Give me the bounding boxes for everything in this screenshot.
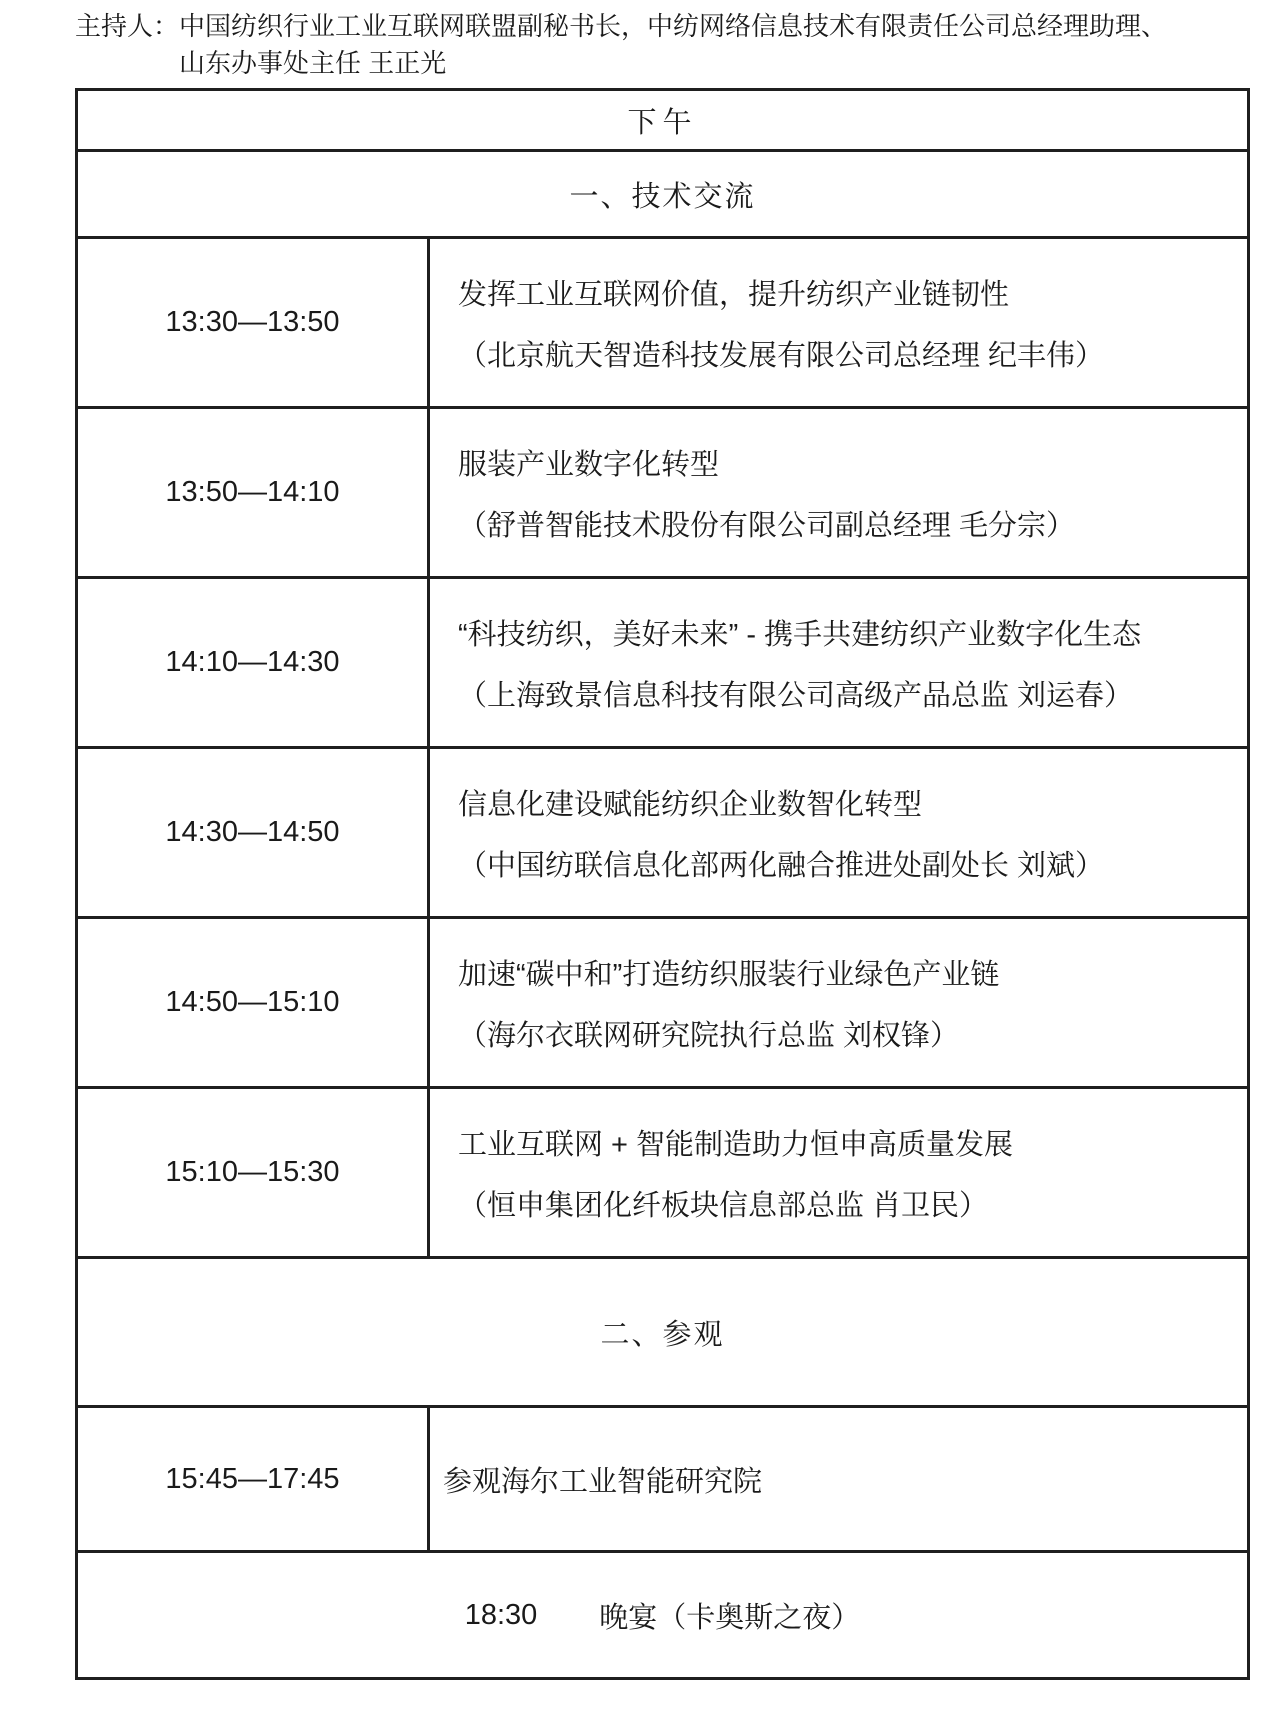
section-header-visit: 二、参观 <box>77 1258 1249 1407</box>
session-time: 13:30—13:50 <box>77 238 429 408</box>
session-title: “科技纺织，美好未来” - 携手共建纺织产业数字化生态 <box>458 618 1142 651</box>
agenda-table <box>75 88 1250 1680</box>
session-title: 工业互联网 + 智能制造助力恒申高质量发展 <box>458 1128 1014 1161</box>
session-title: 发挥工业互联网价值，提升纺织产业链韧性 <box>458 278 1010 311</box>
session-title: 服装产业数字化转型 <box>458 448 720 481</box>
session-content <box>429 238 1249 408</box>
section-header-tech-exchange: 一、技术交流 <box>77 151 1249 238</box>
session-speaker: （上海致景信息科技有限公司高级产品总监 刘运春） <box>458 679 1134 712</box>
banquet-time: 18:30 <box>464 1598 538 1631</box>
host-paragraph <box>75 8 1280 82</box>
session-speaker: （北京航天智造科技发展有限公司总经理 纪丰伟） <box>458 339 1105 372</box>
host-line-1: 中国纺织行业工业互联网联盟副秘书长，中纺网络信息技术有限责任公司总经理助理、 <box>179 11 1168 41</box>
session-row <box>77 918 1249 1088</box>
session-row <box>77 748 1249 918</box>
session-time: 15:10—15:30 <box>77 1088 429 1258</box>
section-header-row-visit <box>77 1258 1249 1407</box>
session-row <box>77 1088 1249 1258</box>
visit-row <box>77 1407 1249 1552</box>
session-row <box>77 408 1249 578</box>
session-speaker: （恒申集团化纤板块信息部总监 肖卫民） <box>458 1189 989 1222</box>
period-header: 下午 <box>77 90 1249 151</box>
visit-title: 参观海尔工业智能研究院 <box>429 1407 1249 1552</box>
session-content <box>429 918 1249 1088</box>
session-time: 14:50—15:10 <box>77 918 429 1088</box>
session-content <box>429 748 1249 918</box>
session-title: 加速“碳中和”打造纺织服装行业绿色产业链 <box>458 958 1000 991</box>
section-header-row-tech-exchange <box>77 151 1249 238</box>
visit-time: 15:45—17:45 <box>77 1407 429 1552</box>
session-speaker: （舒普智能技术股份有限公司副总经理 毛分宗） <box>458 509 1076 542</box>
session-time: 13:50—14:10 <box>77 408 429 578</box>
session-content <box>429 578 1249 748</box>
session-content <box>429 408 1249 578</box>
banquet-line <box>79 1595 1246 1636</box>
banquet-label: 晚宴（卡奥斯之夜） <box>599 1601 861 1634</box>
session-row <box>77 238 1249 408</box>
session-speaker: （海尔衣联网研究院执行总监 刘权锋） <box>458 1019 960 1052</box>
period-header-row <box>77 90 1249 151</box>
host-line-2: 山东办事处主任 王正光 <box>179 48 447 78</box>
session-title: 信息化建设赋能纺织企业数智化转型 <box>458 788 923 821</box>
session-row <box>77 578 1249 748</box>
banquet-cell <box>77 1552 1249 1679</box>
session-content <box>429 1088 1249 1258</box>
session-time: 14:30—14:50 <box>77 748 429 918</box>
banquet-row <box>77 1552 1249 1679</box>
session-time: 14:10—14:30 <box>77 578 429 748</box>
session-speaker: （中国纺联信息化部两化融合推进处副处长 刘斌） <box>458 849 1105 882</box>
host-label: 主持人： <box>75 11 180 41</box>
